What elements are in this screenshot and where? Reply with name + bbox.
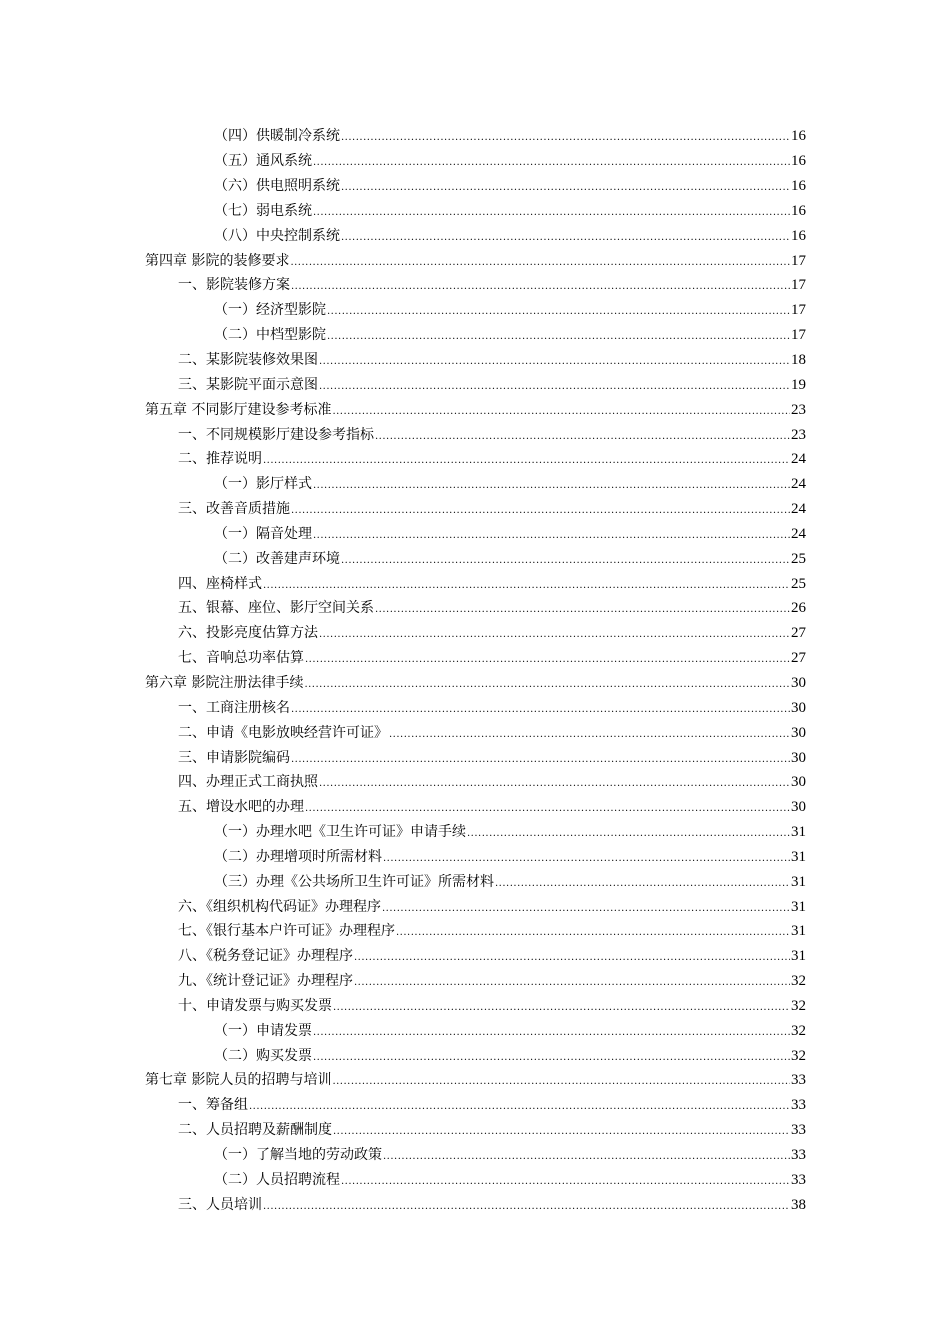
toc-entry-title: 第四章 影院的装修要求 [145, 252, 290, 269]
toc-entry-title: 八、《税务登记证》办理程序 [178, 948, 353, 965]
toc-entry-line [145, 401, 950, 419]
toc-page-number: 31 [791, 824, 806, 841]
toc-page-number: 30 [791, 799, 806, 816]
toc-entry-line [145, 674, 950, 692]
toc-entry-line [214, 1022, 950, 1040]
toc-section-entry[interactable] [0, 1093, 950, 1118]
toc-dot-leader [332, 1075, 790, 1089]
toc-page-number: 33 [791, 1122, 806, 1139]
toc-entry-line [178, 1196, 950, 1214]
toc-entry-title: （一）隔音处理 [214, 525, 312, 542]
toc-page-number: 24 [791, 525, 806, 542]
toc-subsection-entry[interactable] [0, 298, 950, 323]
toc-section-entry[interactable] [0, 447, 950, 472]
toc-entry-title: 六、《组织机构代码证》办理程序 [178, 898, 381, 915]
toc-entry-title: 六、投影亮度估算方法 [178, 625, 318, 642]
toc-entry-line [178, 426, 950, 444]
toc-section-entry[interactable] [0, 1118, 950, 1143]
toc-dot-leader [313, 156, 790, 170]
toc-entry-line [214, 848, 950, 866]
toc-dot-leader [263, 579, 790, 593]
toc-section-entry[interactable] [0, 944, 950, 969]
toc-page-number: 32 [791, 1047, 806, 1064]
toc-subsection-entry[interactable] [0, 820, 950, 845]
toc-subsection-entry[interactable] [0, 223, 950, 248]
toc-entry-title: 一、不同规模影厅建设参考指标 [178, 426, 374, 443]
toc-dot-leader [341, 181, 790, 195]
toc-dot-leader [327, 330, 790, 344]
toc-subsection-entry[interactable] [0, 472, 950, 497]
toc-entry-title: （五）通风系统 [214, 153, 312, 170]
toc-dot-leader [396, 926, 790, 940]
toc-entry-line [178, 624, 950, 642]
toc-dot-leader [319, 380, 790, 394]
toc-subsection-entry[interactable] [0, 869, 950, 894]
toc-entry-title: 七、《银行基本户许可证》办理程序 [178, 923, 395, 940]
toc-chapter-entry[interactable] [0, 671, 950, 696]
toc-entry-title: 五、增设水吧的办理 [178, 799, 304, 816]
toc-entry-title: （八）中央控制系统 [214, 227, 340, 244]
toc-entry-title: 二、人员招聘及薪酬制度 [178, 1122, 332, 1139]
toc-entry-title: 三、某影院平面示意图 [178, 376, 318, 393]
toc-entry-title: 一、工商注册核名 [178, 699, 290, 716]
toc-section-entry[interactable] [0, 994, 950, 1019]
toc-dot-leader [313, 529, 790, 543]
toc-page-number: 17 [791, 252, 806, 269]
toc-dot-leader [319, 628, 790, 642]
toc-dot-leader [291, 753, 790, 767]
toc-entry-title: （三）办理《公共场所卫生许可证》所需材料 [214, 873, 494, 890]
toc-dot-leader [305, 653, 790, 667]
toc-section-entry[interactable] [0, 745, 950, 770]
toc-page-number: 27 [791, 625, 806, 642]
toc-dot-leader [319, 777, 790, 791]
toc-entry-line [214, 177, 950, 195]
toc-entry-line [214, 326, 950, 344]
toc-entry-title: （一）经济型影院 [214, 302, 326, 319]
toc-page-number: 26 [791, 600, 806, 617]
toc-section-entry[interactable] [0, 720, 950, 745]
toc-entry-line [214, 227, 950, 245]
toc-dot-leader [354, 976, 790, 990]
toc-entry-title: 三、人员培训 [178, 1196, 262, 1213]
toc-dot-leader [333, 1125, 790, 1139]
toc-entry-line [178, 997, 950, 1015]
toc-entry-line [214, 1171, 950, 1189]
toc-page-number: 16 [791, 128, 806, 145]
toc-page-number: 30 [791, 749, 806, 766]
toc-section-entry[interactable] [0, 348, 950, 373]
toc-entry-title: （一）申请发票 [214, 1022, 312, 1039]
toc-dot-leader [305, 802, 790, 816]
toc-chapter-entry[interactable] [0, 1068, 950, 1093]
toc-entry-line [178, 599, 950, 617]
toc-page-number: 25 [791, 550, 806, 567]
toc-section-entry[interactable] [0, 1192, 950, 1217]
toc-entry-line [178, 575, 950, 593]
toc-subsection-entry[interactable] [0, 1143, 950, 1168]
toc-entry-title: 二、推荐说明 [178, 451, 262, 468]
toc-entry-line [214, 823, 950, 841]
toc-page-number: 33 [791, 1171, 806, 1188]
toc-chapter-entry[interactable] [0, 248, 950, 273]
toc-dot-leader [291, 280, 790, 294]
toc-entry-line [214, 1047, 950, 1065]
toc-entry-line [178, 450, 950, 468]
toc-subsection-entry[interactable] [0, 323, 950, 348]
toc-entry-line [178, 1121, 950, 1139]
table-of-contents [0, 124, 950, 1217]
toc-entry-title: 九、《统计登记证》办理程序 [178, 973, 353, 990]
toc-section-entry[interactable] [0, 621, 950, 646]
toc-dot-leader [389, 728, 790, 742]
toc-dot-leader [382, 902, 790, 916]
toc-page-number: 17 [791, 277, 806, 294]
toc-page-number: 16 [791, 153, 806, 170]
toc-entry-line [178, 376, 950, 394]
toc-dot-leader [313, 479, 790, 493]
toc-entry-line [214, 550, 950, 568]
toc-entry-title: 四、办理正式工商执照 [178, 774, 318, 791]
toc-entry-line [178, 898, 950, 916]
toc-dot-leader [313, 1051, 790, 1065]
toc-dot-leader [290, 256, 790, 270]
toc-entry-title: （二）中档型影院 [214, 327, 326, 344]
toc-dot-leader [383, 852, 790, 866]
toc-entry-line [214, 127, 950, 145]
toc-entry-line [178, 699, 950, 717]
toc-entry-title: （二）改善建声环境 [214, 550, 340, 567]
toc-page-number: 16 [791, 202, 806, 219]
toc-entry-title: 二、申请《电影放映经营许可证》 [178, 724, 388, 741]
toc-page-number: 31 [791, 848, 806, 865]
toc-dot-leader [291, 703, 790, 717]
toc-page-number: 31 [791, 898, 806, 915]
toc-entry-title: 十、申请发票与购买发票 [178, 997, 332, 1014]
toc-page-number: 32 [791, 997, 806, 1014]
toc-entry-title: （六）供电照明系统 [214, 178, 340, 195]
toc-dot-leader [333, 1001, 790, 1015]
toc-subsection-entry[interactable] [0, 844, 950, 869]
toc-entry-line [145, 1071, 950, 1089]
toc-entry-title: （一）办理水吧《卫生许可证》申请手续 [214, 824, 466, 841]
toc-entry-line [214, 301, 950, 319]
toc-entry-line [214, 475, 950, 493]
toc-section-entry[interactable] [0, 695, 950, 720]
toc-page-number: 30 [791, 774, 806, 791]
toc-entry-line [178, 724, 950, 742]
toc-dot-leader [341, 1175, 790, 1189]
toc-dot-leader [341, 131, 790, 145]
toc-entry-line [214, 152, 950, 170]
toc-entry-line [178, 649, 950, 667]
toc-page-number: 24 [791, 451, 806, 468]
toc-page-number: 31 [791, 873, 806, 890]
toc-entry-line [214, 873, 950, 891]
toc-page-number: 32 [791, 1022, 806, 1039]
toc-page-number: 17 [791, 327, 806, 344]
toc-dot-leader [375, 603, 790, 617]
toc-dot-leader [313, 1026, 790, 1040]
toc-dot-leader [354, 951, 790, 965]
toc-entry-title: 第七章 影院人员的招聘与培训 [145, 1072, 332, 1089]
toc-entry-line [178, 922, 950, 940]
toc-page-number: 24 [791, 476, 806, 493]
toc-entry-title: 三、申请影院编码 [178, 749, 290, 766]
toc-entry-line [214, 1146, 950, 1164]
toc-page-number: 31 [791, 948, 806, 965]
toc-dot-leader [341, 231, 790, 245]
toc-entry-title: 五、银幕、座位、影厅空间关系 [178, 600, 374, 617]
toc-section-entry[interactable] [0, 646, 950, 671]
toc-entry-line [145, 252, 950, 270]
toc-entry-line [178, 773, 950, 791]
toc-section-entry[interactable] [0, 571, 950, 596]
toc-page-number: 27 [791, 650, 806, 667]
toc-page-number: 38 [791, 1196, 806, 1213]
toc-dot-leader [375, 430, 790, 444]
toc-entry-title: 四、座椅样式 [178, 575, 262, 592]
toc-dot-leader [263, 1200, 790, 1214]
toc-entry-title: 一、影院装修方案 [178, 277, 290, 294]
toc-page-number: 33 [791, 1072, 806, 1089]
toc-subsection-entry[interactable] [0, 1167, 950, 1192]
toc-page-number: 31 [791, 923, 806, 940]
toc-entry-title: （一）了解当地的劳动政策 [214, 1147, 382, 1164]
toc-dot-leader [341, 554, 790, 568]
toc-entry-line [178, 276, 950, 294]
toc-page-number: 33 [791, 1097, 806, 1114]
toc-page-number: 30 [791, 699, 806, 716]
toc-section-entry[interactable] [0, 919, 950, 944]
toc-page-number: 30 [791, 724, 806, 741]
toc-entry-title: （一）影厅样式 [214, 476, 312, 493]
toc-entry-line [178, 351, 950, 369]
toc-page-number: 25 [791, 575, 806, 592]
toc-entry-line [178, 798, 950, 816]
toc-chapter-entry[interactable] [0, 397, 950, 422]
toc-dot-leader [332, 405, 790, 419]
toc-entry-title: 二、某影院装修效果图 [178, 352, 318, 369]
toc-page-number: 23 [791, 401, 806, 418]
toc-dot-leader [291, 504, 790, 518]
toc-entry-title: （二）购买发票 [214, 1047, 312, 1064]
toc-entry-line [178, 947, 950, 965]
toc-entry-line [178, 972, 950, 990]
toc-dot-leader [319, 355, 790, 369]
toc-subsection-entry[interactable] [0, 522, 950, 547]
toc-subsection-entry[interactable] [0, 199, 950, 224]
toc-section-entry[interactable] [0, 969, 950, 994]
toc-entry-title: 第五章 不同影厅建设参考标准 [145, 401, 332, 418]
toc-page-number: 19 [791, 376, 806, 393]
toc-section-entry[interactable] [0, 770, 950, 795]
toc-page-number: 23 [791, 426, 806, 443]
toc-section-entry[interactable] [0, 273, 950, 298]
toc-section-entry[interactable] [0, 372, 950, 397]
toc-entry-title: 一、筹备组 [178, 1097, 248, 1114]
toc-section-entry[interactable] [0, 795, 950, 820]
toc-dot-leader [495, 877, 790, 891]
toc-dot-leader [383, 1150, 790, 1164]
toc-entry-line [178, 500, 950, 518]
toc-dot-leader [313, 206, 790, 220]
toc-page-number: 30 [791, 674, 806, 691]
toc-page-number: 17 [791, 302, 806, 319]
toc-entry-line [214, 525, 950, 543]
toc-page-number: 16 [791, 227, 806, 244]
toc-section-entry[interactable] [0, 894, 950, 919]
toc-page-number: 24 [791, 501, 806, 518]
toc-subsection-entry[interactable] [0, 174, 950, 199]
toc-page-number: 33 [791, 1147, 806, 1164]
toc-entry-title: （二）人员招聘流程 [214, 1171, 340, 1188]
toc-entry-line [214, 202, 950, 220]
toc-dot-leader [327, 305, 790, 319]
toc-dot-leader [304, 678, 790, 692]
toc-entry-title: （七）弱电系统 [214, 202, 312, 219]
toc-page-number: 32 [791, 973, 806, 990]
toc-entry-title: （二）办理增项时所需材料 [214, 848, 382, 865]
toc-dot-leader [249, 1100, 790, 1114]
toc-entry-title: 三、改善音质措施 [178, 501, 290, 518]
toc-page-number: 16 [791, 178, 806, 195]
toc-section-entry[interactable] [0, 596, 950, 621]
toc-entry-title: 七、音响总功率估算 [178, 650, 304, 667]
toc-entry-line [178, 1096, 950, 1114]
toc-section-entry[interactable] [0, 422, 950, 447]
toc-section-entry[interactable] [0, 497, 950, 522]
toc-subsection-entry[interactable] [0, 1043, 950, 1068]
toc-subsection-entry[interactable] [0, 124, 950, 149]
toc-page-number: 18 [791, 352, 806, 369]
toc-subsection-entry[interactable] [0, 546, 950, 571]
toc-dot-leader [263, 454, 790, 468]
toc-entry-line [178, 749, 950, 767]
toc-dot-leader [467, 827, 790, 841]
toc-entry-title: （四）供暖制冷系统 [214, 128, 340, 145]
toc-entry-title: 第六章 影院注册法律手续 [145, 674, 304, 691]
toc-subsection-entry[interactable] [0, 1018, 950, 1043]
toc-subsection-entry[interactable] [0, 149, 950, 174]
